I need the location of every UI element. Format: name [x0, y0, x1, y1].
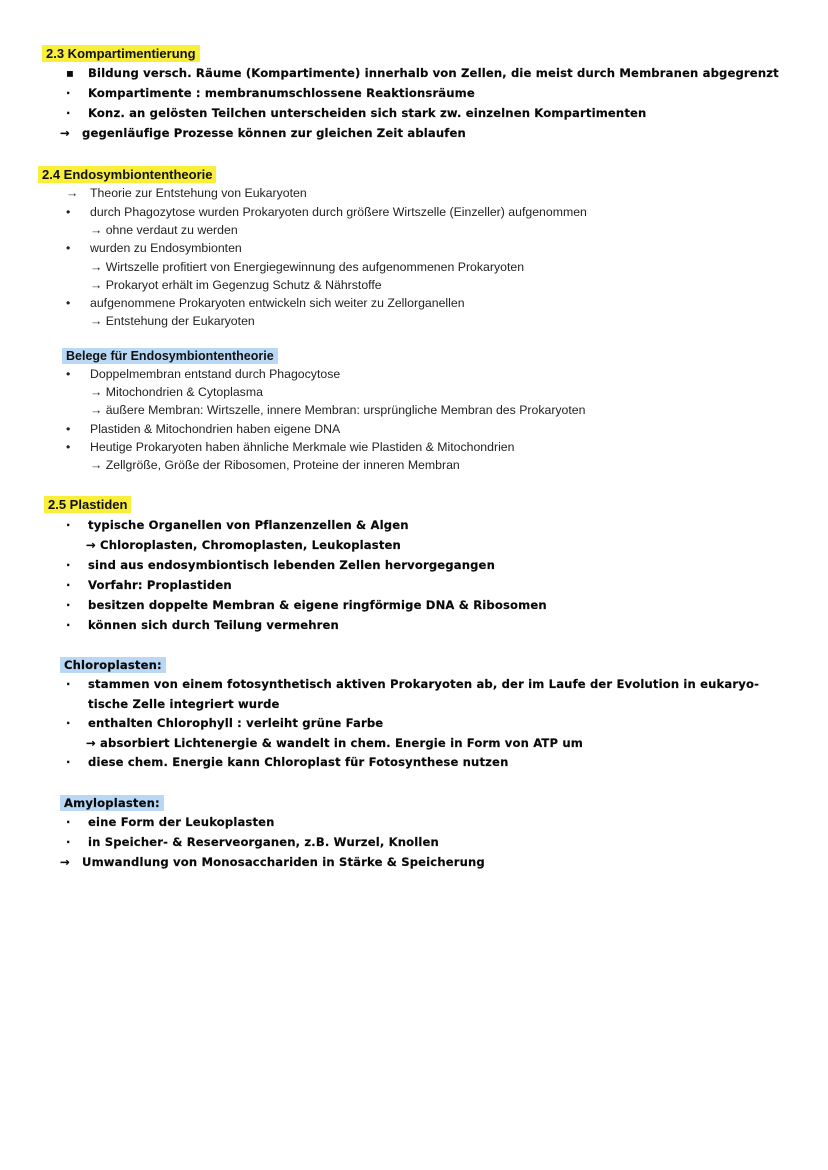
heading-2-4: [38, 166, 216, 184]
heading-2-5: [44, 496, 131, 514]
list-item: · sind aus endosymbiontisch lebenden Zellen hervorgegangen: [66, 558, 495, 572]
list-item: · typische Organellen von Pflanzenzellen & Algen: [66, 518, 409, 532]
list-item: → Entstehung der Eukaryoten: [90, 314, 255, 328]
subheading-chloroplasten: Chloroplasten:: [60, 656, 166, 674]
section-title: 2.3 Kompartimentierung: [42, 45, 200, 62]
subheading-belege: Belege für Endosymbiontentheorie: [62, 347, 278, 365]
list-item: • Plastiden & Mitochondrien haben eigene DNA: [66, 422, 341, 436]
list-item: → Chloroplasten, Chromoplasten, Leukoplasten: [86, 538, 401, 552]
section-title: 2.4 Endosymbiontentheorie: [38, 166, 216, 183]
list-item: → Zellgröße, Größe der Ribosomen, Proteine der inneren Membran: [90, 458, 460, 472]
list-item: → ohne verdaut zu werden: [90, 223, 238, 237]
list-item: · in Speicher- & Reserveorganen, z.B. Wurzel, Knollen: [66, 835, 439, 849]
list-item: → äußere Membran: Wirtszelle, innere Membran: ursprüngliche Membran des Prokaryoten: [90, 403, 586, 417]
list-item: • Doppelmembran entstand durch Phagocytose: [66, 367, 341, 381]
list-item: · Konz. an gelösten Teilchen unterscheiden sich stark zw. einzelnen Kompartimenten: [66, 106, 647, 120]
list-item: → Wirtszelle profitiert von Energiegewinnung des aufgenommenen Prokaryoten: [90, 260, 525, 274]
list-item: → gegenläufige Prozesse können zur gleichen Zeit ablaufen: [60, 126, 466, 140]
subheading-amyloplasten: Amyloplasten:: [60, 794, 164, 812]
list-item: • aufgenommene Prokaryoten entwickeln sich weiter zu Zellorganellen: [66, 296, 465, 310]
list-item: → Prokaryot erhält im Gegenzug Schutz & Nährstoffe: [90, 278, 382, 292]
list-item: · enthalten Chlorophyll : verleiht grüne Farbe: [66, 716, 384, 730]
list-item: • wurden zu Endosymbionten: [66, 241, 242, 255]
heading-2-3: [42, 45, 200, 63]
list-item: → Theorie zur Entstehung von Eukaryoten: [66, 186, 307, 200]
list-item: · besitzen doppelte Membran & eigene ringförmige DNA & Ribosomen: [66, 598, 547, 612]
list-item: · diese chem. Energie kann Chloroplast für Fotosynthese nutzen: [66, 755, 509, 769]
list-item: → Mitochondrien & Cytoplasma: [90, 385, 263, 399]
list-item: · Kompartimente : membranumschlossene Reaktionsräume: [66, 86, 475, 100]
list-item: · können sich durch Teilung vermehren: [66, 618, 339, 632]
list-item: → absorbiert Lichtenergie & wandelt in chem. Energie in Form von ATP um: [86, 736, 583, 750]
list-item: · Vorfahr: Proplastiden: [66, 578, 232, 592]
section-title: 2.5 Plastiden: [44, 496, 131, 513]
list-item: ▪ Bildung versch. Räume (Kompartimente) innerhalb von Zellen, die meist durch Membranen abgegrenzt: [66, 66, 779, 80]
list-item: • Heutige Prokaryoten haben ähnliche Merkmale wie Plastiden & Mitochondrien: [66, 440, 515, 454]
list-item: · stammen von einem fotosynthetisch aktiven Prokaryoten ab, der im Laufe der Evolution in eukaryo-: [66, 677, 760, 691]
list-item: tische Zelle integriert wurde: [88, 697, 280, 711]
list-item: · eine Form der Leukoplasten: [66, 815, 275, 829]
list-item: → Umwandlung von Monosacchariden in Stärke & Speicherung: [60, 855, 485, 869]
list-item: • durch Phagozytose wurden Prokaryoten durch größere Wirtszelle (Einzeller) aufgenommen: [66, 205, 587, 219]
